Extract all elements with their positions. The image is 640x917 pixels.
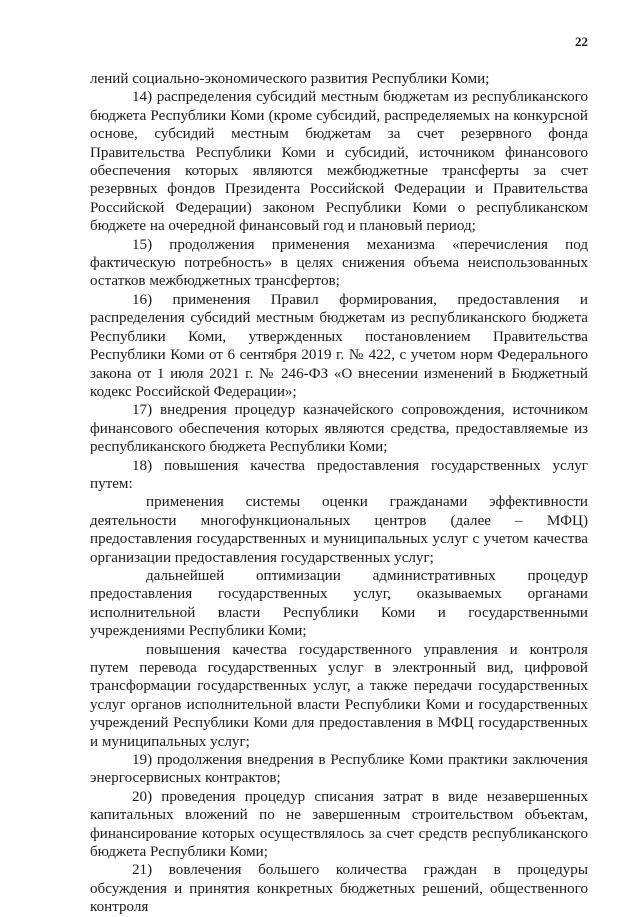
paragraph-item-19: 19) продолжения внедрения в Республике Коми практики заключения энергосервисных контрактов; <box>90 752 588 787</box>
paragraph-item-21: 21) вовлечения большего количества граждан в процедуры обсуждения и принятия конкретных бюджетных решений, общественного контроля <box>90 862 588 916</box>
page-number: 22 <box>575 34 588 49</box>
paragraph-item-17: 17) внедрения процедур казначейского сопровождения, источником финансового обеспечения которых являются средства, предоставляемые из республиканского бюджета Республики Коми; <box>90 402 588 456</box>
paragraph-item-18: 18) повышения качества предоставления государственных услуг путем: <box>90 457 588 492</box>
paragraph-continuation: лений социально-экономического развития Республики Коми; <box>90 71 490 87</box>
document-body <box>90 70 588 917</box>
paragraph-item-15: 15) продолжения применения механизма «перечисления под фактическую потребность» в целях снижения объема неиспользованных остатков межбюджетных трансфертов; <box>90 236 588 290</box>
paragraph-item-20: 20) проведения процедур списания затрат в виде незавершенных капитальных вложений по не завершенным строительством объектам, финансирование которых осуществлялось за счет средств республиканского бюджета Республики Коми; <box>90 788 588 861</box>
paragraph-subitem-optimization: дальнейшей оптимизации административных процедур предоставления государственных услуг, оказываемых органами исполнительной власти Республики Коми и государственными учреждениями Республики Коми; <box>90 567 588 640</box>
paragraph-item-14: 14) распределения субсидий местным бюджетам из республиканского бюджета Республики Коми (кроме субсидий, распределяемых на конкурсной основе, субсидий местным бюджетам за счет резервного фонда Правительства Республики Коми и субсидий, источником финансового обеспечения которых являются межбюджетные трансферты за счет резервных фондов Президента Российской Федерации и Правительства Российской Федерации) законом Республики Коми о республиканском бюджете на очередной финансовый год и плановый период; <box>90 89 588 235</box>
paragraph-item-16: 16) применения Правил формирования, предоставления и распределения субсидий местным бюджетам из республиканского бюджета Республики Коми, утвержденных постановлением Правительства Республики Коми от 6 сентября 2019 г. № 422, с учетом норм Федерального закона от 1 июля 2021 г. № 246-ФЗ «О внесении изменений в Бюджетный кодекс Российской Федерации»; <box>90 291 588 400</box>
paragraph-subitem-digital: повышения качества государственного управления и контроля путем перевода государственных услуг в электронный вид, цифровой трансформации государственных услуг, а также передачи государственных услуг органов исполнительной власти Республики Коми и государственных учреждений Республики Коми для предоставления в МФЦ государственных и муниципальных услуг; <box>90 641 588 750</box>
paragraph-subitem-mfc-evaluation: применения системы оценки гражданами эффективности деятельности многофункциональных центров (далее – МФЦ) предоставления государственных и муниципальных услуг с учетом качества организации предоставления государственных услуг; <box>90 494 588 566</box>
